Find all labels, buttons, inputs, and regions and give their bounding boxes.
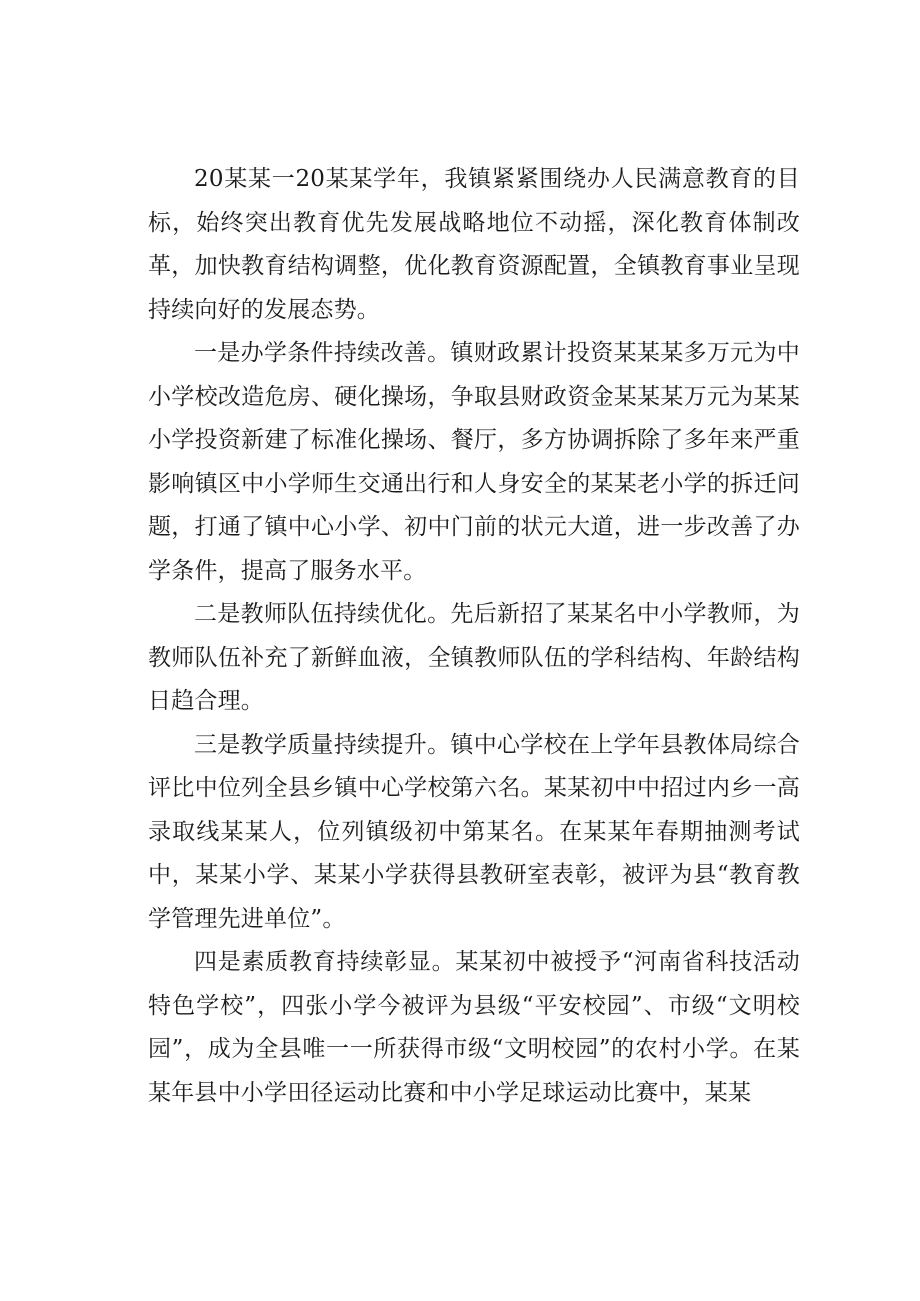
paragraph-teaching-quality: 三是教学质量持续提升。镇中心学校在上学年县教体局综合评比中位列全县乡镇中心学校第六名。某某初中中招过内乡一高录取线某某人，位列镇级初中第某名。在某某年春期抽测考试中，某某小学、某某小学获得县教研室表彰，被评为县“教育教学管理先进单位”。: [148, 731, 800, 932]
paragraph-quality-education: 四是素质教育持续彰显。某某初中被授予“河南省科技活动特色学校”，四张小学今被评为县级“平安校园”、市级“文明校园”，成为全县唯一一所获得市级“文明校园”的农村小学。在某某年县中小学田径运动比赛和中小学足球运动比赛中，某某: [148, 949, 800, 1106]
document-body: [148, 158, 800, 1115]
paragraph-intro: 20某某一20某某学年，我镇紧紧围绕办人民满意教育的目标，始终突出教育优先发展战略地位不动摇，深化教育体制改革，加快教育结构调整，优化教育资源配置，全镇教育事业呈现持续向好的发展态势。: [148, 166, 800, 323]
paragraph-teacher-team: 二是教师队伍持续优化。先后新招了某某名中小学教师，为教师队伍补充了新鲜血液，全镇教师队伍的学科结构、年龄结构日趋合理。: [148, 601, 800, 714]
paragraph-school-conditions: 一是办学条件持续改善。镇财政累计投资某某某多万元为中小学校改造危房、硬化操场，争取县财政资金某某某万元为某某小学投资新建了标准化操场、餐厅，多方协调拆除了多年来严重影响镇区中小学师生交通出行和人身安全的某某老小学的拆迁问题，打通了镇中心小学、初中门前的状元大道，进一步改善了办学条件，提高了服务水平。: [148, 340, 800, 584]
